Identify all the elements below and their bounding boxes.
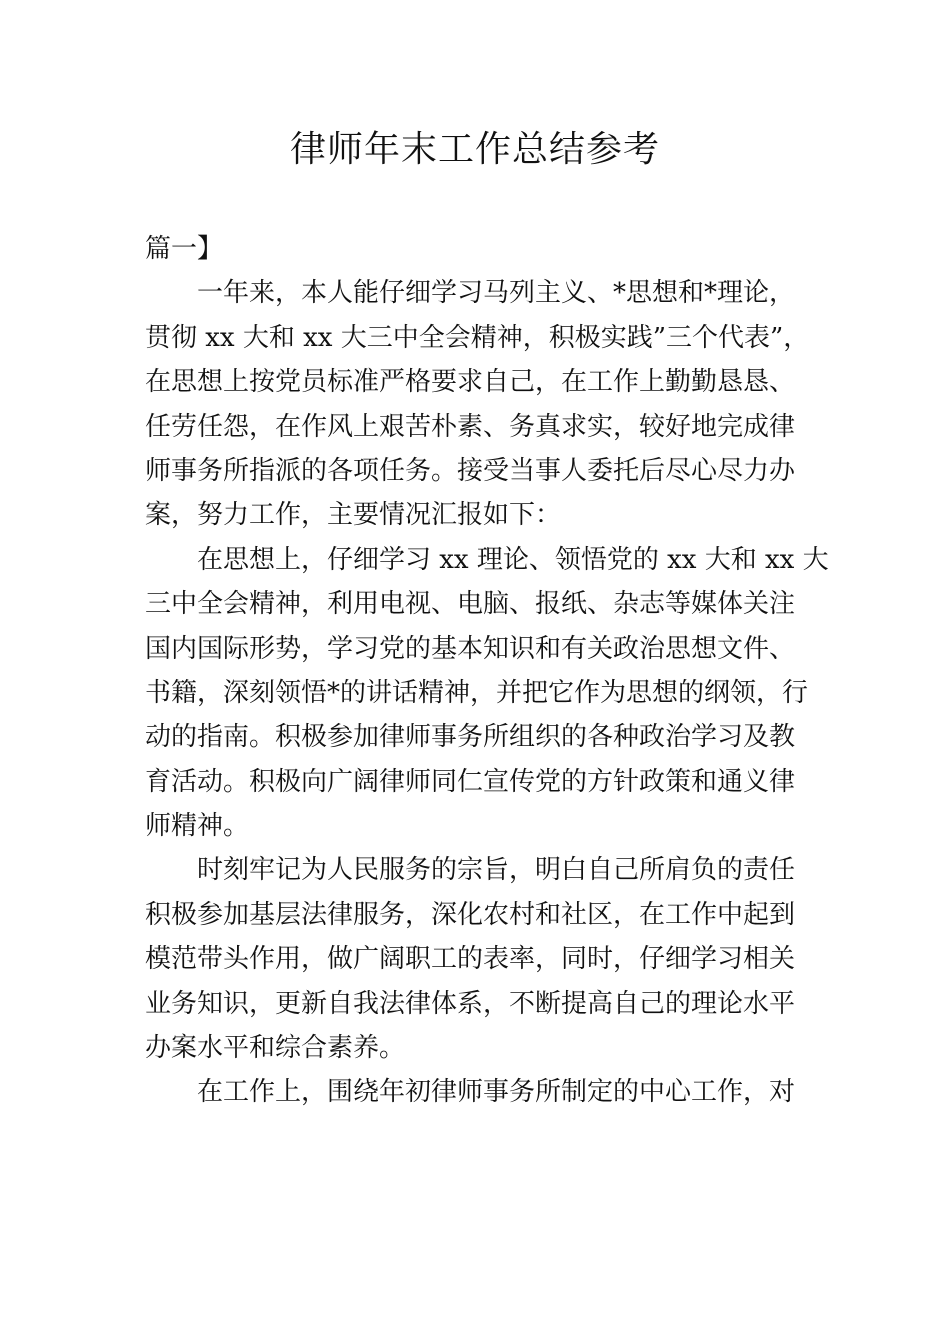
- paragraph-line: 时刻牢记为人民服务的宗旨，明白自己所肩负的责任: [197, 855, 796, 886]
- paragraph: [145, 538, 829, 849]
- paragraph-line: 模范带头作用，做广阔职工的表率，同时，仔细学习相关: [145, 944, 796, 975]
- paragraph-line: 一年来，本人能仔细学习马列主义、*思想和*理论，: [197, 278, 796, 309]
- paragraph-line: 办案水平和综合素养。: [145, 1033, 406, 1064]
- paragraph-line: 师事务所指派的各项任务。接受当事人委托后尽心尽力办: [145, 455, 796, 486]
- paragraph-line: 书籍，深刻领悟*的讲话精神，并把它作为思想的纲领，行: [145, 677, 809, 708]
- document-body: [145, 227, 829, 1115]
- paragraph-line: 业务知识，更新自我法律体系，不断提高自己的理论水平: [145, 988, 796, 1019]
- paragraph-line: 三中全会精神，利用电视、电脑、报纸、杂志等媒体关注: [145, 589, 796, 620]
- paragraph-line: 国内国际形势，学习党的基本知识和有关政治思想文件、: [145, 633, 796, 664]
- paragraph: [145, 1070, 815, 1114]
- paragraph-line: 在思想上，仔细学习 xx 理论、领悟党的 xx 大和 xx 大: [197, 544, 829, 575]
- paragraph-line: 案，努力工作，主要情况汇报如下：: [145, 500, 562, 531]
- paragraph-line: 育活动。积极向广阔律师同仁宣传党的方针政策和通义律: [145, 766, 796, 797]
- paragraph-line: 师精神。: [145, 811, 250, 842]
- paragraph-line: 在工作上，围绕年初律师事务所制定的中心工作，对: [197, 1077, 796, 1108]
- paragraph-line: 动的指南。积极参加律师事务所组织的各种政治学习及教: [145, 722, 796, 753]
- section-label: 篇一】: [145, 234, 224, 264]
- paragraph-list: [145, 271, 829, 1114]
- paragraph-line: 在思想上按党员标准严格要求自己，在工作上勤勤恳恳、: [145, 367, 796, 398]
- paragraph-line: 任劳任怨，在作风上艰苦朴素、务真求实，较好地完成律: [145, 411, 796, 442]
- paragraph-line: 积极参加基层法律服务，深化农村和社区，在工作中起到: [145, 899, 796, 930]
- paragraph: [145, 848, 815, 1070]
- paragraph-line: 贯彻 xx 大和 xx 大三中全会精神，积极实践”三个代表”，: [145, 322, 810, 353]
- paragraph: [145, 271, 815, 537]
- document-title: 律师年末工作总结参考: [289, 129, 660, 170]
